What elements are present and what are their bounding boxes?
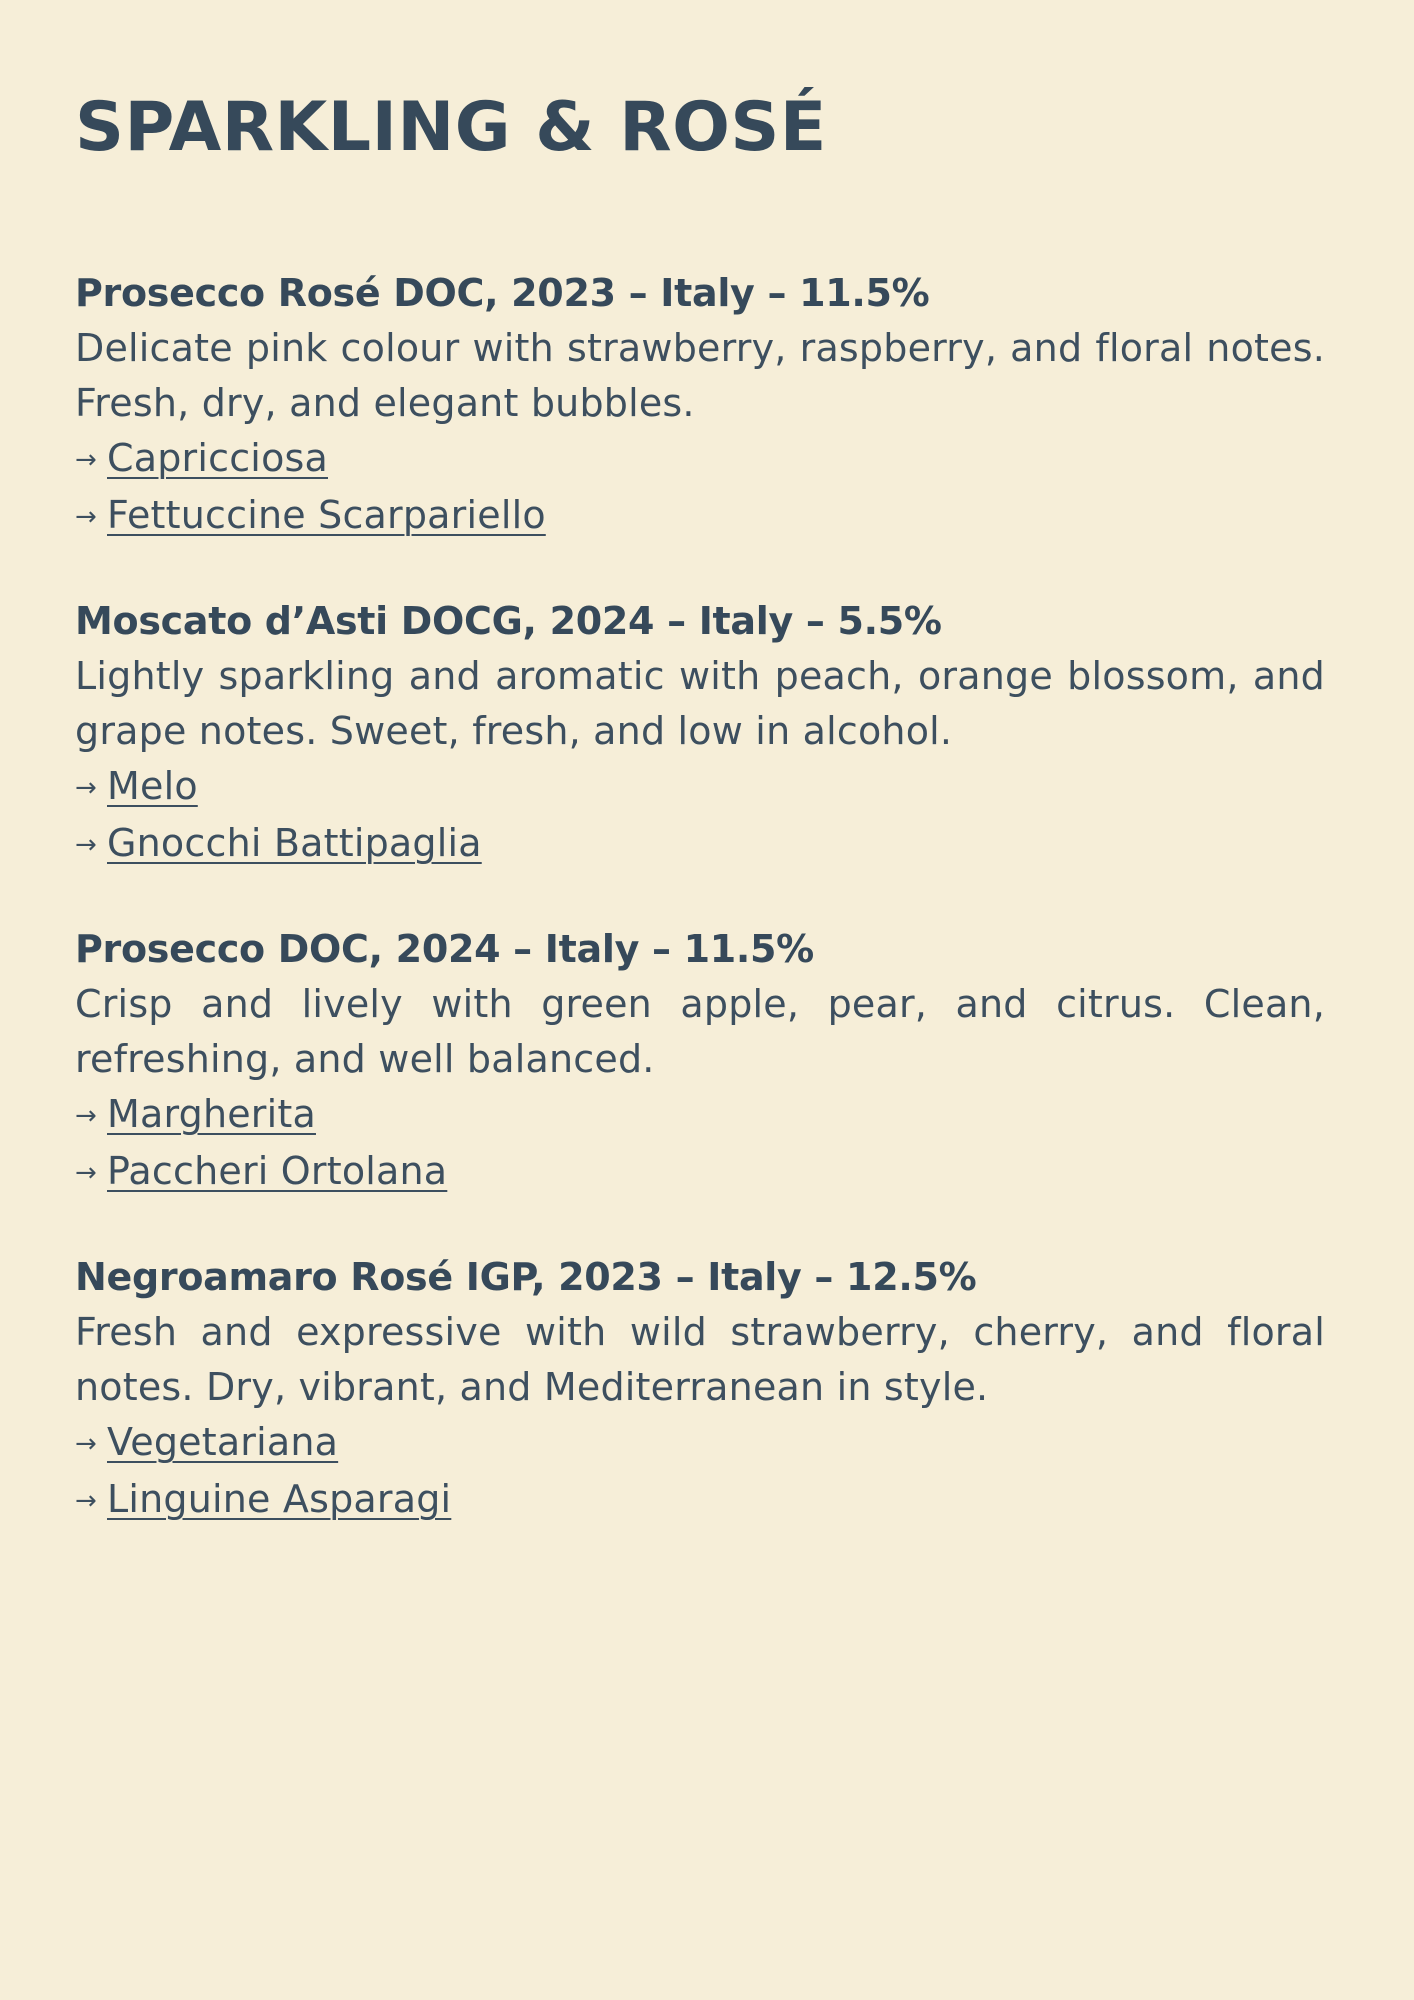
pairing-link[interactable] [75, 1472, 451, 1529]
pairing-label: Gnocchi Battipaglia [107, 821, 482, 865]
pairing-label: Melo [107, 764, 198, 808]
pairing-link[interactable] [75, 1144, 447, 1201]
pairing-label: Fettuccine Scarpariello [107, 493, 546, 537]
arrow-right-icon: → [75, 1486, 97, 1516]
arrow-right-icon: → [75, 502, 97, 532]
wine-item [75, 267, 1325, 545]
pairing-link[interactable] [75, 816, 482, 873]
pairing-label: Paccheri Ortolana [107, 1149, 448, 1193]
pairing-label: Margherita [107, 1092, 316, 1136]
wine-heading: Negroamaro Rosé IGP, 2023 – Italy – 12.5% [75, 1255, 977, 1299]
page-title: SPARKLING & ROSÉ [75, 88, 827, 167]
wine-description: Delicate pink colour with strawberry, raspberry, and floral notes. Fresh, dry, and elegant bubbles. [75, 326, 1325, 425]
pairing-label: Linguine Asparagi [107, 1477, 452, 1521]
wine-description: Fresh and expressive with wild strawberry, cherry, and floral notes. Dry, vibrant, and Mediterranean in style. [75, 1310, 1325, 1409]
pairing-link[interactable] [75, 431, 328, 488]
wine-heading: Moscato d’Asti DOCG, 2024 – Italy – 5.5% [75, 599, 942, 643]
pairing-link[interactable] [75, 1415, 338, 1472]
wine-description: Crisp and lively with green apple, pear, and citrus. Clean, refreshing, and well balanced. [75, 982, 1325, 1081]
arrow-right-icon: → [75, 1158, 97, 1188]
wine-list [75, 267, 1325, 1529]
arrow-right-icon: → [75, 1101, 97, 1131]
pairing-label: Capricciosa [107, 436, 328, 480]
wine-heading: Prosecco Rosé DOC, 2023 – Italy – 11.5% [75, 271, 930, 315]
pairing-link[interactable] [75, 1087, 316, 1144]
wine-description: Lightly sparkling and aromatic with peach, orange blossom, and grape notes. Sweet, fresh, and low in alcohol. [75, 654, 1325, 753]
arrow-right-icon: → [75, 1429, 97, 1459]
wine-item [75, 595, 1325, 873]
wine-item [75, 1251, 1325, 1529]
pairing-label: Vegetariana [107, 1420, 339, 1464]
arrow-right-icon: → [75, 830, 97, 860]
pairing-link[interactable] [75, 759, 198, 816]
wine-heading: Prosecco DOC, 2024 – Italy – 11.5% [75, 927, 814, 971]
wine-item [75, 923, 1325, 1201]
pairing-link[interactable] [75, 488, 546, 545]
arrow-right-icon: → [75, 773, 97, 803]
arrow-right-icon: → [75, 445, 97, 475]
